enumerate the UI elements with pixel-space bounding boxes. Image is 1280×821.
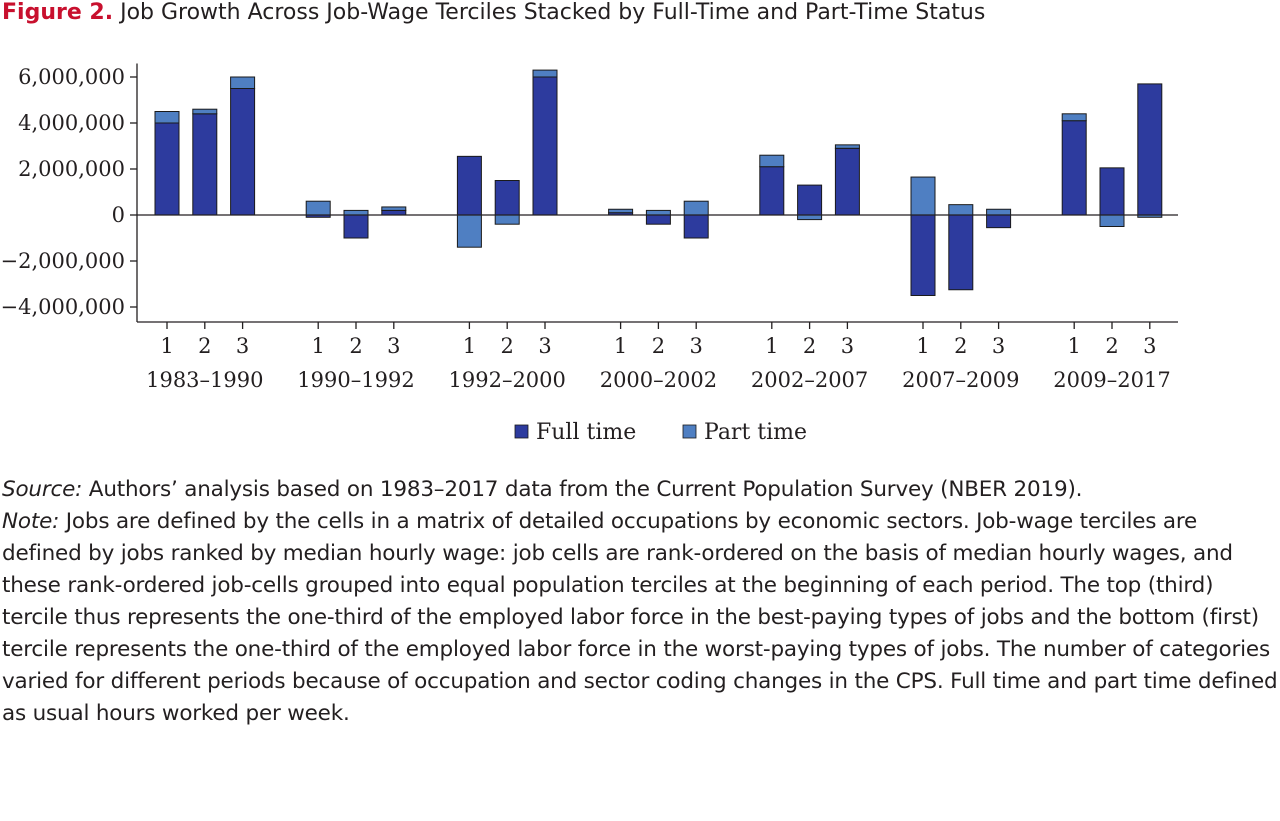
x-tercile-label: 1	[765, 334, 779, 358]
legend-label: Full time	[536, 420, 637, 445]
x-tercile-label: 1	[462, 334, 477, 358]
bar-full-time	[344, 215, 368, 238]
figure-notes	[2, 474, 1278, 730]
bar-part-time	[646, 210, 670, 215]
y-tick-label: 2,000,000	[18, 157, 125, 181]
bar-part-time	[1100, 215, 1124, 227]
x-tercile-label: 2	[651, 334, 666, 358]
y-tick-label: −4,000,000	[0, 295, 125, 319]
figure-title-text: Job Growth Across Job-Wage Terciles Stacked by Full-Time and Part-Time Status	[120, 0, 986, 25]
bar-full-time	[155, 123, 179, 215]
bar-full-time	[382, 210, 406, 215]
bar-part-time	[609, 209, 633, 212]
bar-full-time	[1062, 121, 1086, 215]
x-tercile-label: 1	[1067, 334, 1081, 358]
x-axis	[137, 215, 1178, 392]
x-period-label: 1983–1990	[146, 368, 264, 392]
x-tercile-label: 1	[613, 334, 628, 358]
figure-label: Figure 2.	[2, 0, 114, 25]
bar-part-time	[495, 215, 519, 224]
bar-full-time	[495, 181, 519, 216]
x-period-label: 2009–2017	[1053, 368, 1171, 392]
bar-full-time	[798, 185, 822, 215]
bar-part-time	[684, 201, 708, 215]
note-paragraph	[2, 506, 1278, 730]
bar-part-time	[155, 112, 179, 124]
x-tercile-label: 1	[916, 334, 930, 358]
bar-full-time	[1100, 168, 1124, 215]
x-tercile-label: 2	[198, 334, 212, 358]
bar-part-time	[193, 109, 217, 114]
source-label: Source:	[2, 477, 83, 502]
x-period-label: 1992–2000	[448, 368, 566, 392]
bar-full-time	[835, 148, 859, 215]
source-note	[2, 474, 1278, 506]
bar-part-time	[911, 177, 935, 215]
x-period-label: 2007–2009	[902, 368, 1020, 392]
x-tercile-label: 3	[235, 334, 250, 358]
bars	[155, 70, 1162, 295]
x-tercile-label: 3	[1143, 334, 1157, 358]
x-tercile-label: 3	[538, 334, 552, 358]
bar-full-time	[911, 215, 935, 296]
x-tercile-label: 2	[1105, 334, 1119, 358]
x-period-label: 2000–2002	[599, 368, 718, 392]
y-tick-label: 4,000,000	[18, 111, 125, 135]
bar-part-time	[457, 215, 481, 247]
bar-full-time	[1138, 84, 1162, 215]
bar-part-time	[987, 209, 1011, 215]
bar-full-time	[231, 89, 255, 216]
x-tercile-label: 3	[840, 334, 855, 358]
bar-part-time	[835, 145, 859, 148]
legend-swatch	[515, 425, 528, 438]
note-label: Note:	[2, 509, 60, 534]
x-tercile-label: 3	[991, 334, 1006, 358]
y-tick-label: 0	[111, 203, 125, 227]
y-axis	[1, 64, 137, 323]
source-text: Authors’ analysis based on 1983–2017 data from the Current Population Survey (NBER 2019).	[82, 477, 1083, 502]
bar-part-time	[231, 77, 255, 89]
legend-swatch	[683, 425, 696, 438]
bar-full-time	[646, 215, 670, 224]
bar-part-time	[533, 70, 557, 77]
x-period-label: 1990–1992	[297, 368, 415, 392]
x-tercile-label: 2	[802, 334, 817, 358]
bar-full-time	[760, 167, 784, 215]
x-tercile-label: 1	[311, 334, 325, 358]
bar-part-time	[382, 207, 406, 210]
legend-label: Part time	[704, 420, 808, 445]
bar-full-time	[949, 215, 973, 290]
x-tercile-label: 2	[349, 334, 363, 358]
y-tick-label: −2,000,000	[0, 249, 125, 273]
bar-full-time	[987, 215, 1011, 228]
x-tercile-label: 2	[500, 334, 514, 358]
bar-part-time	[1062, 114, 1086, 121]
bar-part-time	[306, 201, 330, 215]
legend	[515, 420, 807, 445]
x-tercile-label: 1	[160, 334, 174, 358]
x-period-label: 2002–2007	[750, 368, 869, 392]
x-tercile-label: 3	[689, 334, 703, 358]
x-tercile-label: 3	[387, 334, 401, 358]
y-tick-label: 6,000,000	[18, 65, 125, 89]
bar-part-time	[949, 205, 973, 215]
bar-full-time	[193, 114, 217, 215]
bar-full-time	[684, 215, 708, 238]
bar-full-time	[457, 156, 481, 215]
x-tercile-label: 2	[954, 334, 968, 358]
note-text: Jobs are defined by the cells in a matrix of detailed occupations by economic sectors. Job-wage terciles are defined by jobs ranked by median hourly wage: job cells are rank-ordered on the basis of median hourly wages, and these rank-ordered job-cells grouped into equal population terciles at the beginning of each period. The top (third) tercile thus represents the one-third of the employed labor force in the best-paying types of jobs and the bottom (first) tercile represents the one-third of the employed labor force in the worst-paying types of jobs. The number of categories varied for different periods because of occupation and sector coding changes in the CPS. Full time and part time defined as usual hours worked per week.	[2, 509, 1278, 726]
bar-full-time	[533, 77, 557, 215]
bar-part-time	[344, 210, 368, 215]
bar-part-time	[760, 155, 784, 167]
bar-part-time	[798, 215, 822, 220]
